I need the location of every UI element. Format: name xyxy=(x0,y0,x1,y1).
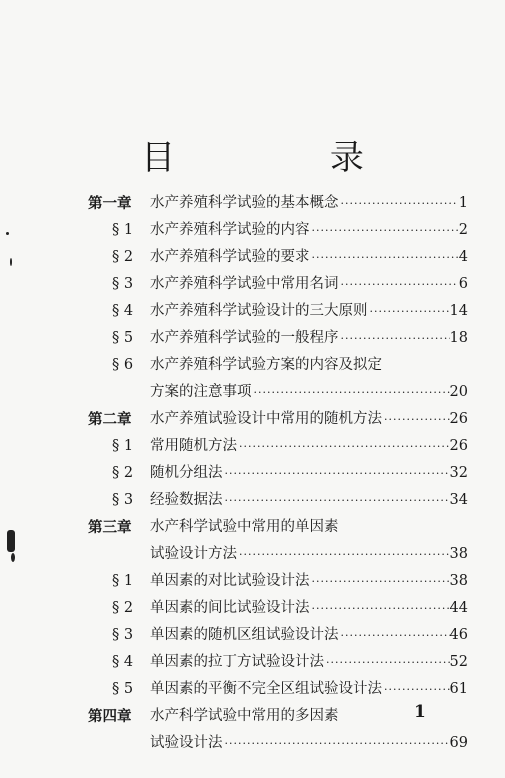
entry-page-number: 26 xyxy=(449,411,468,427)
section-label: § 3 xyxy=(112,627,134,643)
section-label: § 6 xyxy=(112,357,134,373)
section-label: § 4 xyxy=(112,654,134,670)
entry-page-number: 6 xyxy=(458,276,468,292)
entry-title: 水产养殖科学试验设计的三大原则 xyxy=(150,303,368,319)
toc-continuation-row xyxy=(88,730,468,757)
entry-page-number: 52 xyxy=(449,654,468,670)
toc-chapter-row xyxy=(88,190,468,217)
section-label: § 3 xyxy=(112,276,134,292)
entry-page-number: 34 xyxy=(449,492,468,508)
entry-title: 单因素的拉丁方试验设计法 xyxy=(150,654,324,670)
leader-dots xyxy=(310,217,459,244)
entry-title: 单因素的对比试验设计法 xyxy=(150,573,310,589)
entry-title: 单因素的平衡不完全区组试验设计法 xyxy=(150,681,382,697)
toc-chapter-row xyxy=(88,703,468,730)
section-label: § 5 xyxy=(112,330,134,346)
section-label: § 1 xyxy=(112,573,134,589)
section-label: § 1 xyxy=(112,222,134,238)
chapter-label: 第一章 xyxy=(88,195,132,212)
toc-section-row xyxy=(88,568,468,595)
entry-title: 方案的注意事项 xyxy=(150,384,252,400)
toc-section-row xyxy=(88,676,468,703)
toc-continuation-row xyxy=(88,379,468,406)
entry-title: 水产养殖科学试验的要求 xyxy=(150,249,310,265)
section-label: § 2 xyxy=(112,600,134,616)
section-label: § 2 xyxy=(112,249,134,265)
leader-dots xyxy=(368,298,450,325)
entry-page-number: 26 xyxy=(449,438,468,454)
scan-speck xyxy=(11,553,15,562)
entry-title: 试验设计方法 xyxy=(150,546,237,562)
entry-page-number: 20 xyxy=(449,384,468,400)
entry-page-number: 69 xyxy=(449,735,468,751)
toc-section-row xyxy=(88,244,468,271)
toc-chapter-row xyxy=(88,514,468,541)
table-of-contents xyxy=(88,190,468,757)
entry-page-number: 61 xyxy=(449,681,468,697)
leader-dots xyxy=(382,406,450,433)
toc-section-row xyxy=(88,217,468,244)
toc-section-row xyxy=(88,622,468,649)
entry-title: 水产养殖科学试验的一般程序 xyxy=(150,330,339,346)
page-number: 1 xyxy=(414,702,426,722)
section-label: § 3 xyxy=(112,492,134,508)
section-label: § 5 xyxy=(112,681,134,697)
toc-section-row xyxy=(88,649,468,676)
leader-dots xyxy=(339,271,459,298)
entry-page-number: 1 xyxy=(458,195,468,211)
entry-title: 水产养殖科学试验方案的内容及拟定 xyxy=(150,357,382,373)
leader-dots xyxy=(237,433,450,460)
leader-dots xyxy=(310,568,450,595)
leader-dots xyxy=(339,190,459,217)
entry-page-number: 18 xyxy=(449,330,468,346)
leader-dots xyxy=(223,730,450,757)
entry-title: 水产科学试验中常用的单因素 xyxy=(150,519,339,535)
entry-title: 水产科学试验中常用的多因素 xyxy=(150,708,339,724)
entry-page-number: 2 xyxy=(458,222,468,238)
leader-dots xyxy=(252,379,450,406)
leader-dots xyxy=(382,676,450,703)
section-label: § 4 xyxy=(112,303,134,319)
chapter-label: 第四章 xyxy=(88,708,132,725)
leader-dots xyxy=(339,325,450,352)
entry-page-number: 44 xyxy=(449,600,468,616)
toc-section-row xyxy=(88,271,468,298)
entry-title: 随机分组法 xyxy=(150,465,223,481)
entry-title: 水产养殖科学试验的内容 xyxy=(150,222,310,238)
toc-section-row xyxy=(88,325,468,352)
entry-title: 单因素的间比试验设计法 xyxy=(150,600,310,616)
chapter-label: 第三章 xyxy=(88,519,132,536)
entry-page-number: 38 xyxy=(449,573,468,589)
leader-dots xyxy=(324,649,450,676)
toc-section-row xyxy=(88,298,468,325)
entry-page-number: 32 xyxy=(449,465,468,481)
leader-dots xyxy=(310,244,459,271)
page-title: 目 录 xyxy=(141,138,436,178)
toc-section-row xyxy=(88,595,468,622)
entry-page-number: 46 xyxy=(449,627,468,643)
toc-chapter-row xyxy=(88,406,468,433)
entry-title: 常用随机方法 xyxy=(150,438,237,454)
entry-page-number: 4 xyxy=(458,249,468,265)
entry-title: 水产养殖科学试验的基本概念 xyxy=(150,195,339,211)
chapter-label: 第二章 xyxy=(88,411,132,428)
scan-speck xyxy=(10,258,12,266)
section-label: § 1 xyxy=(112,438,134,454)
section-label: § 2 xyxy=(112,465,134,481)
leader-dots xyxy=(310,595,450,622)
entry-title: 水产养殖试验设计中常用的随机方法 xyxy=(150,411,382,427)
toc-section-row xyxy=(88,352,468,379)
toc-continuation-row xyxy=(88,541,468,568)
toc-section-row xyxy=(88,433,468,460)
entry-title: 试验设计法 xyxy=(150,735,223,751)
leader-dots xyxy=(237,541,450,568)
leader-dots xyxy=(223,487,450,514)
entry-page-number: 14 xyxy=(449,303,468,319)
entry-title: 经验数据法 xyxy=(150,492,223,508)
leader-dots xyxy=(223,460,450,487)
leader-dots xyxy=(339,622,450,649)
scan-speck xyxy=(6,232,9,235)
entry-title: 单因素的随机区组试验设计法 xyxy=(150,627,339,643)
toc-section-row xyxy=(88,460,468,487)
scan-speck xyxy=(7,530,15,552)
entry-title: 水产养殖科学试验中常用名词 xyxy=(150,276,339,292)
entry-page-number: 38 xyxy=(449,546,468,562)
toc-section-row xyxy=(88,487,468,514)
